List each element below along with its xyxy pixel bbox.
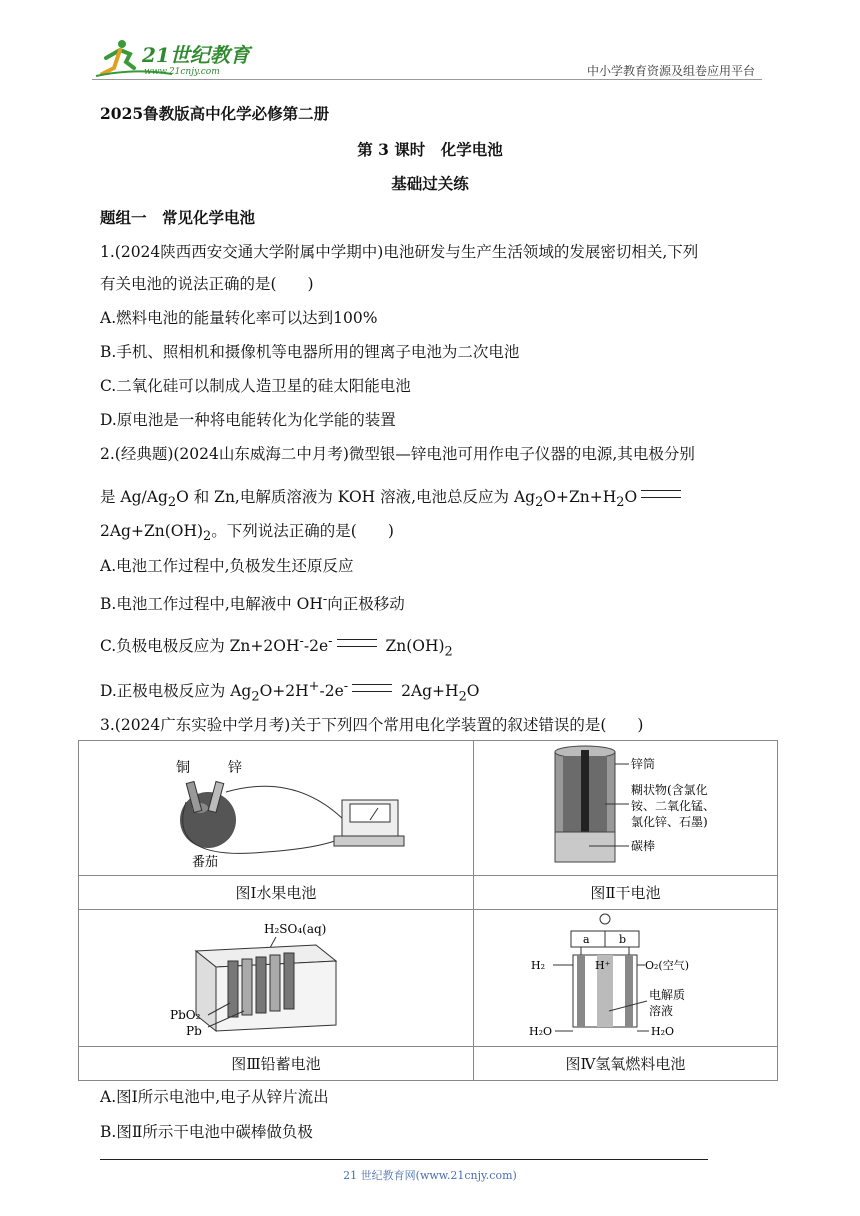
q2-option-c: C.负极电极反应为 Zn+2OH--2e- $Zn(OH)_2$ — [100, 634, 453, 660]
header-divider — [92, 79, 762, 80]
q2-stem-line2: 是 $Ag/Ag_2O$ 和 Zn,电解质溶液为 KOH 溶液,电池总反应为 $Ag_2O+Zn+H_2O$ — [100, 487, 685, 513]
q2-option-b: B.电池工作过程中,电解液中 OH-向正极移动 — [100, 592, 405, 614]
fig3-cell — [79, 910, 474, 1047]
fig2-cell — [473, 741, 777, 876]
label-paste-1: 糊状物(含氯化 — [631, 783, 709, 797]
header-platform-text: 中小学教育资源及组卷应用平台 — [586, 64, 755, 78]
dry-cell-diagram — [525, 742, 725, 870]
book-title: 2025鲁教版高中化学必修第二册 — [100, 104, 330, 123]
group-title: 题组一 常见化学电池 — [100, 208, 256, 227]
label-zinc: 锌 — [227, 760, 242, 776]
equals-sign — [641, 490, 681, 498]
label-h2: H₂ — [531, 959, 546, 972]
equals-sign — [337, 639, 377, 647]
site-logo — [92, 38, 262, 82]
fig1-cell — [79, 741, 474, 876]
lesson-title: 第 3 课时 化学电池 — [357, 140, 503, 159]
fig2-caption: 图Ⅱ干电池 — [473, 876, 777, 910]
section-title: 基础过关练 — [391, 174, 469, 193]
label-zinc-can: 锌筒 — [631, 757, 656, 771]
fig3-caption: 图Ⅲ铅蓄电池 — [79, 1047, 474, 1081]
q1-option-d: D.原电池是一种将电能转化为化学能的装置 — [100, 411, 396, 429]
q3-stem: 3.(2024广东实验中学月考)关于下列四个常用电化学装置的叙述错误的是( ) — [100, 716, 644, 734]
q1-option-a: A.燃料电池的能量转化率可以达到100% — [100, 309, 378, 327]
figure-table — [78, 740, 778, 1081]
q3-option-a: A.图Ⅰ所示电池中,电子从锌片流出 — [100, 1088, 329, 1106]
label-pb: Pb — [185, 1024, 202, 1038]
label-acid: H₂SO₄(aq) — [263, 922, 327, 936]
fuel-cell-diagram — [525, 911, 725, 1041]
q2-stem-line1: 2.(经典题)(2024山东威海二中月考)微型银—锌电池可用作电子仪器的电源,其电极分别 — [100, 445, 695, 463]
label-h2o-right: H₂O — [651, 1025, 675, 1038]
q2-stem-line3: $2Ag+Zn(OH)_2$。下列说法正确的是( ) — [100, 522, 394, 545]
label-carbon-rod: 碳棒 — [631, 839, 656, 853]
logo-text: 21世纪教育 — [142, 43, 250, 67]
equals-sign — [352, 684, 392, 692]
label-electrolyte-2: 溶液 — [649, 1004, 674, 1018]
q1-stem-line1: 1.(2024陕西西安交通大学附属中学期中)电池研发与生产生活领域的发展密切相关,下列 — [100, 243, 699, 261]
lead-acid-diagram — [166, 911, 386, 1041]
bulb-icon — [600, 914, 610, 924]
label-h2o-left: H₂O — [529, 1025, 553, 1038]
q1-stem-line2: 有关电池的说法正确的是( ) — [100, 275, 314, 293]
fig4-caption: 图Ⅳ氢氧燃料电池 — [473, 1047, 777, 1081]
q2-option-a: A.电池工作过程中,负极发生还原反应 — [100, 557, 354, 575]
label-electrode-b: b — [619, 933, 627, 946]
q1-option-b: B.手机、照相机和摄像机等电器所用的锂离子电池为二次电池 — [100, 343, 520, 361]
q1-option-c: C.二氧化硅可以制成人造卫星的硅太阳能电池 — [100, 377, 411, 395]
label-paste-3: 氯化锌、石墨) — [631, 815, 709, 829]
label-electrolyte-1: 电解质 — [649, 988, 686, 1002]
q3-option-b: B.图Ⅱ所示干电池中碳棒做负极 — [100, 1123, 313, 1141]
label-copper: 铜 — [175, 760, 190, 776]
fig4-cell — [473, 910, 777, 1047]
fruit-battery-diagram — [146, 742, 406, 870]
fig1-caption: 图Ⅰ水果电池 — [79, 876, 474, 910]
label-electrode-a: a — [583, 933, 590, 946]
label-o2: O₂(空气) — [645, 959, 690, 972]
label-hplus: H⁺ — [595, 959, 611, 972]
footer-divider — [100, 1159, 708, 1160]
logo-subtext: www.21cnjy.com — [144, 67, 220, 77]
footer-text[interactable]: 21 世纪教育网(www.21cnjy.com) — [343, 1169, 517, 1182]
q2-option-d: D.正极电极反应为 $Ag_2O+2H^+-2e^-$ $2Ag+H_2O$ — [100, 679, 480, 705]
label-pbo2: PbO₂ — [169, 1008, 201, 1022]
label-paste-2: 铵、二氧化锰、 — [631, 799, 716, 813]
label-tomato: 番茄 — [191, 855, 218, 870]
